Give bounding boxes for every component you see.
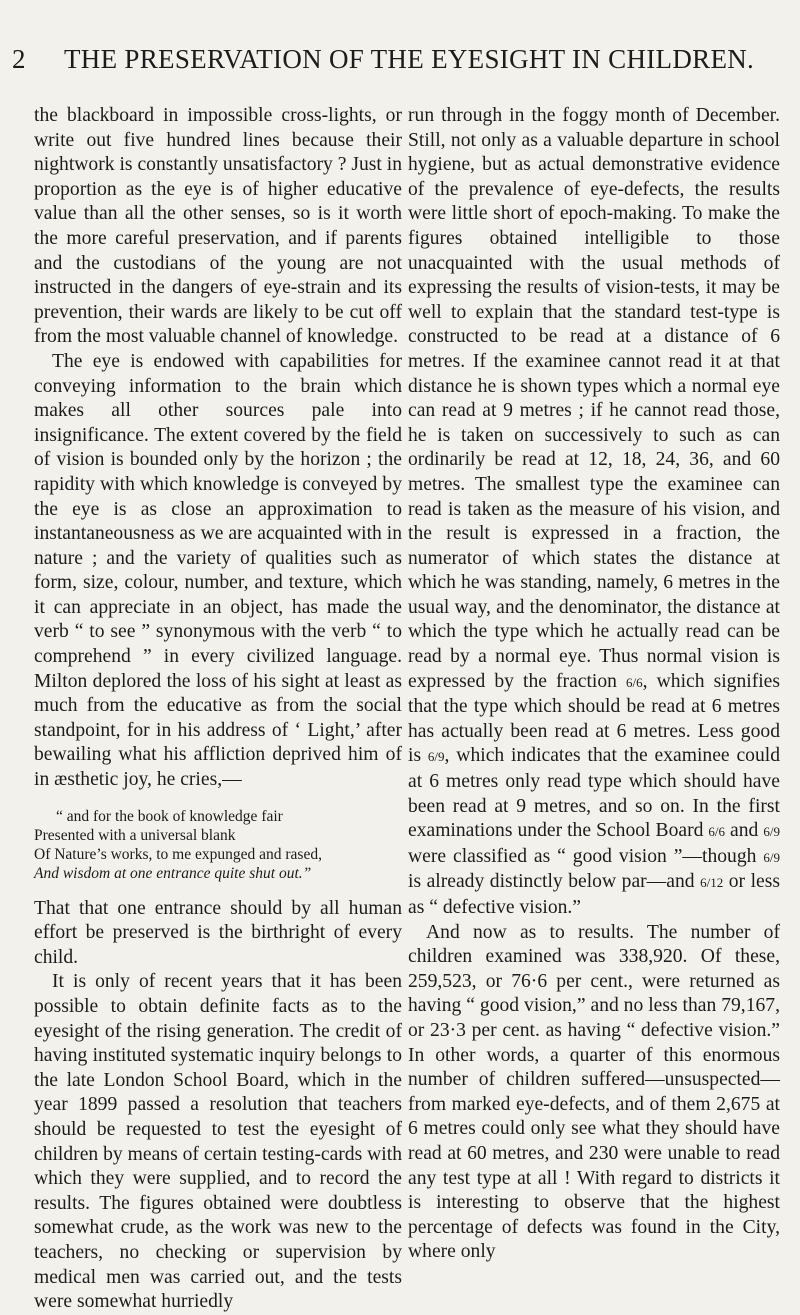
- fraction: 6/12: [700, 875, 724, 891]
- text-run: run through in the foggy month of December. Still, not only as a valuable departure in school hygiene, but as actual demonstrative evidence of the prevalence of eye-defects, the results were little short of epoch-making. To make the figures obtained intelligible to those unacquainted with the usual methods of expressing the results of vision-tests, it may be well to explain that the standard test-type is constructed to be read at a distance of 6 metres. If the examinee cannot read it at that distance he is shown types which a normal eye can read at 9 metres ; if he cannot read those, he is taken on successively to such as can ordinarily be read at 12, 18, 24, 36, and 60 metres. The smallest type the examinee can read is taken as the measure of his vision, and the result is expressed in a fraction, the numerator of which states the distance at which he was standing, namely, 6 metres in the usual way, and the denominator, the distance at which the type which he actually read can be read by a normal eye. Thus normal vision is expressed by the fraction: [408, 105, 780, 692]
- paragraph: That that one entrance should by all human effort be preserved is the birthright of every child.: [34, 897, 402, 968]
- page-title: THE PRESERVATION OF THE EYESIGHT IN CHILDREN.: [64, 44, 755, 74]
- verse-line: “ and for the book of knowledge fair: [56, 807, 283, 825]
- text-run: , which indicates that the examinee could at 6 metres only read type which should have been read at 9 metres, and so on. In the first examinations under the School Board: [408, 745, 780, 842]
- running-head: [12, 44, 788, 84]
- quotation-verse: [34, 807, 402, 883]
- text-run: , which signifies that the type which should be read at 6 metres has actually been read at 6 metres. Less good is: [408, 670, 780, 767]
- text-run: were classified as “ good vision ”—though: [408, 845, 764, 867]
- verse-line: Presented with a universal blank: [34, 826, 236, 844]
- fraction: 6/9: [763, 849, 780, 865]
- page-number: 2: [12, 44, 26, 74]
- paragraph: the blackboard in impossible cross-lights, or write out five hundred lines because their nightwork is constantly unsatisfactory ? Just in proportion as the eye is of higher educative value than all the other senses, so is it worth the more careful preservation, and if parents and the custodians of the young are not instructed in the dangers of eye-strain and its prevention, their wards are likely to be cut off from the most valuable channel of knowledge.: [34, 105, 402, 348]
- fraction: 6/6: [626, 674, 643, 690]
- text-run: is already distinctly below par—and: [408, 871, 701, 893]
- paragraph: And now as to results. The number of children examined was 338,920. Of these, 259,523, or 76·6 per cent., were returned as having “ good vision,” and no less than 79,167, or 23·3 per cent. as having “ defective vision.” In other words, a quarter of this enormous number of children suffered—unsuspected—from marked eye-defects, and of them 2,675 at 6 metres could only see what they should have read at 60 metres, and 230 were unable to read any test type at all ! With regard to districts it is interesting to observe that the highest percentage of defects was found in the City, where only: [408, 921, 780, 1263]
- verse-line: And wisdom at one entrance quite shut out.”: [34, 864, 312, 882]
- paragraph: The eye is endowed with capabilities for conveying information to the brain which makes all other sources pale into insignificance. The extent covered by the field of vision is bounded only by the horizon ; the rapidity with which knowledge is conveyed by the eye is as close an approximation to instantaneousness as we are acquainted with in nature ; and the variety of qualities such as form, size, colour, number, and texture, which it can appreciate in an object, has made the verb “ to see ” synonymous with the verb “ to comprehend ” in every civilized language. Milton deplored the loss of his sight at least as much from the educative as from the social standpoint, for in his address of ‘ Light,’ after bewailing what his affliction deprived him of in æsthetic joy, he cries,—: [34, 350, 402, 791]
- fraction: 6/6: [708, 824, 726, 840]
- text-run: or less as “ defective vision.”: [408, 871, 780, 918]
- left-column: [34, 104, 402, 1315]
- paragraph: It is only of recent years that it has been possible to obtain definite facts as to the eyesight of the rising generation. The credit of having instituted systematic inquiry belongs to the late London School Board, which in the year 1899 passed a resolution that teachers should be requested to test the eyesight of children by means of certain testing-cards with which they were supplied, and to record the results. The figures obtained were doubtless somewhat crude, as the work was new to the teachers, no checking or supervision by medical men was carried out, and the tests were somewhat hurriedly: [34, 971, 402, 1313]
- verse-line: Of Nature’s works, to me expunged and rased,: [34, 845, 322, 863]
- right-column: [408, 104, 780, 1265]
- text-run: and: [725, 820, 764, 842]
- fraction: 6/9: [763, 824, 780, 840]
- fraction: 6/9: [427, 749, 445, 765]
- paragraph: [408, 104, 780, 921]
